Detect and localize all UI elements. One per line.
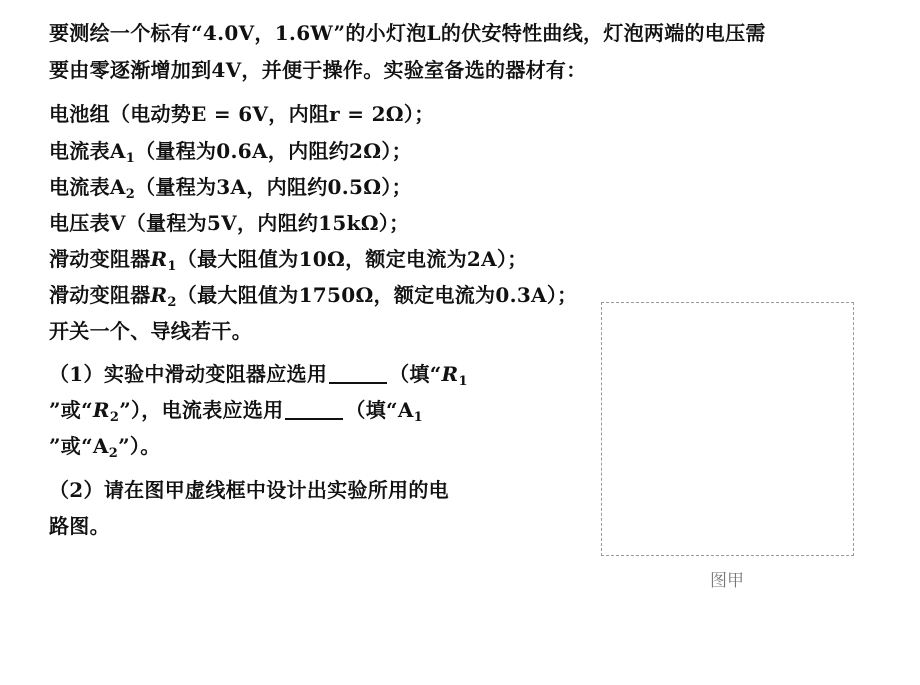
question-2-line-1: （2）请在图甲虚线框中设计出实验所用的电 (49, 478, 449, 502)
equipment-voltmeter: 电压表V（量程为5V，内阻约15kΩ）； (49, 211, 410, 235)
question-1-line-2: ”或“$R_2$”），电流表应选用 （填“$A_1$ (49, 398, 424, 425)
answer-blank-rheostat[interactable] (329, 362, 387, 384)
intro-line-1: 要测绘一个标有“4.0V，1.6W”的小灯泡L的伏安特性曲线，灯泡两端的电压需 (49, 21, 766, 45)
answer-blank-ammeter[interactable] (285, 398, 343, 420)
question-1-line-3: ”或“$A_2$”）。 (49, 434, 161, 461)
intro-line-2: 要由零逐渐增加到4V，并便于操作。实验室备选的器材有： (49, 58, 587, 82)
circuit-diagram-box[interactable] (601, 302, 854, 556)
equipment-extra: 开关一个、导线若干。 (49, 319, 252, 343)
equipment-battery: 电池组（电动势E = 6V，内阻r = 2Ω）； (49, 102, 435, 126)
equipment-rheostat-r2: 滑动变阻器$R_2$（最大阻值为1750Ω，额定电流为0.3A）； (49, 283, 578, 310)
equipment-rheostat-r1: 滑动变阻器$R_1$（最大阻值为10Ω，额定电流为2A）； (49, 247, 528, 274)
question-1-line-1: （1）实验中滑动变阻器应选用 （填“$R_1$ (49, 362, 468, 389)
equipment-ammeter-a1: 电流表$A_1$（量程为0.6A，内阻约2Ω）； (49, 139, 412, 166)
equipment-ammeter-a2: 电流表$A_2$（量程为3A，内阻约0.5Ω）； (49, 175, 412, 202)
question-2-line-2: 路图。 (49, 514, 110, 538)
figure-caption: 图甲 (710, 571, 744, 591)
